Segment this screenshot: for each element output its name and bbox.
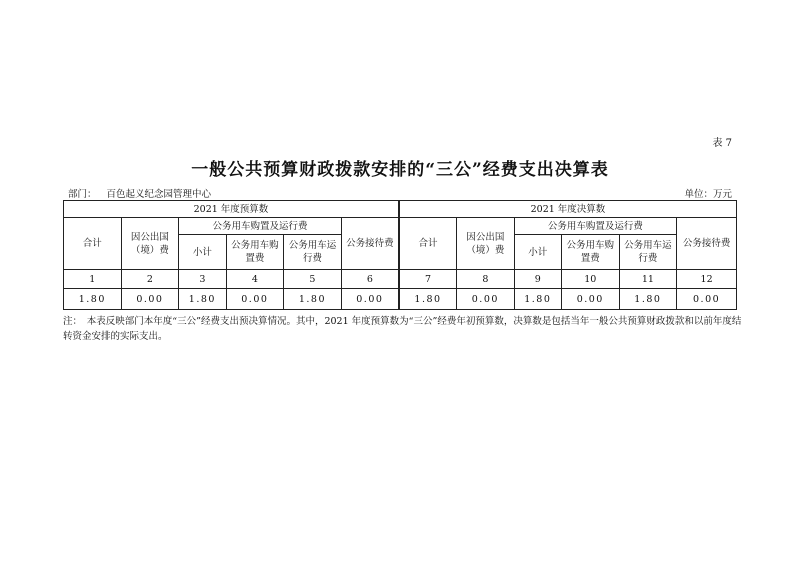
index-cell: 10 bbox=[561, 270, 619, 289]
col-subtotal-final: 小计 bbox=[514, 235, 561, 270]
col-vehicle-group-final: 公务用车购置及运行费 bbox=[514, 218, 677, 235]
index-row bbox=[64, 270, 737, 289]
col-vehicle-buy-budget: 公务用车购置费 bbox=[226, 235, 284, 270]
col-vehicle-group-budget: 公务用车购置及运行费 bbox=[179, 218, 342, 235]
group-header-budget: 2021 年度预算数 bbox=[64, 201, 399, 218]
value-cell: 0.00 bbox=[226, 289, 284, 310]
index-cell: 3 bbox=[179, 270, 226, 289]
index-cell: 4 bbox=[226, 270, 284, 289]
value-cell: 0.00 bbox=[341, 289, 399, 310]
index-cell: 6 bbox=[341, 270, 399, 289]
group-header-final: 2021 年度决算数 bbox=[399, 201, 737, 218]
value-cell: 1.80 bbox=[399, 289, 457, 310]
footnote: 注： 本表反映部门本年度“三公”经费支出预决算情况。其中，2021 年度预算数为“三公”经费年初预算数，决算数是包括当年一般公共预算财政拨款和以前年度结转资金安排的实际支出。 bbox=[63, 316, 742, 342]
index-cell: 11 bbox=[619, 270, 677, 289]
value-row bbox=[64, 289, 737, 310]
index-cell: 1 bbox=[64, 270, 122, 289]
index-cell: 7 bbox=[399, 270, 457, 289]
index-cell: 5 bbox=[284, 270, 342, 289]
index-cell: 8 bbox=[457, 270, 515, 289]
value-cell: 0.00 bbox=[457, 289, 515, 310]
col-total-final: 合计 bbox=[399, 218, 457, 270]
index-cell: 2 bbox=[121, 270, 179, 289]
col-vehicle-run-budget: 公务用车运行费 bbox=[284, 235, 342, 270]
col-subtotal-budget: 小计 bbox=[179, 235, 226, 270]
page-title: 一般公共预算财政拨款安排的“三公”经费支出决算表 bbox=[191, 160, 609, 180]
index-cell: 12 bbox=[677, 270, 737, 289]
col-abroad-final: 因公出国（境）费 bbox=[457, 218, 515, 270]
col-vehicle-run-final: 公务用车运行费 bbox=[619, 235, 677, 270]
col-total-budget: 合计 bbox=[64, 218, 122, 270]
col-abroad-budget: 因公出国（境）费 bbox=[121, 218, 179, 270]
value-cell: 1.80 bbox=[619, 289, 677, 310]
department-line bbox=[68, 186, 221, 200]
col-vehicle-buy-final: 公务用车购置费 bbox=[561, 235, 619, 270]
value-cell: 1.80 bbox=[514, 289, 561, 310]
value-cell: 0.00 bbox=[121, 289, 179, 310]
value-cell: 1.80 bbox=[284, 289, 342, 310]
index-cell: 9 bbox=[514, 270, 561, 289]
value-cell: 0.00 bbox=[677, 289, 737, 310]
col-reception-final: 公务接待费 bbox=[677, 218, 737, 270]
department-name: 百色起义纪念园管理中心 bbox=[106, 189, 212, 200]
value-cell: 1.80 bbox=[64, 289, 122, 310]
expense-table bbox=[63, 200, 737, 310]
table-number: 表 7 bbox=[712, 138, 732, 149]
col-reception-budget: 公务接待费 bbox=[341, 218, 399, 270]
department-label: 部门： bbox=[68, 189, 97, 200]
value-cell: 0.00 bbox=[561, 289, 619, 310]
unit-label: 单位：万元 bbox=[684, 189, 732, 200]
value-cell: 1.80 bbox=[179, 289, 226, 310]
